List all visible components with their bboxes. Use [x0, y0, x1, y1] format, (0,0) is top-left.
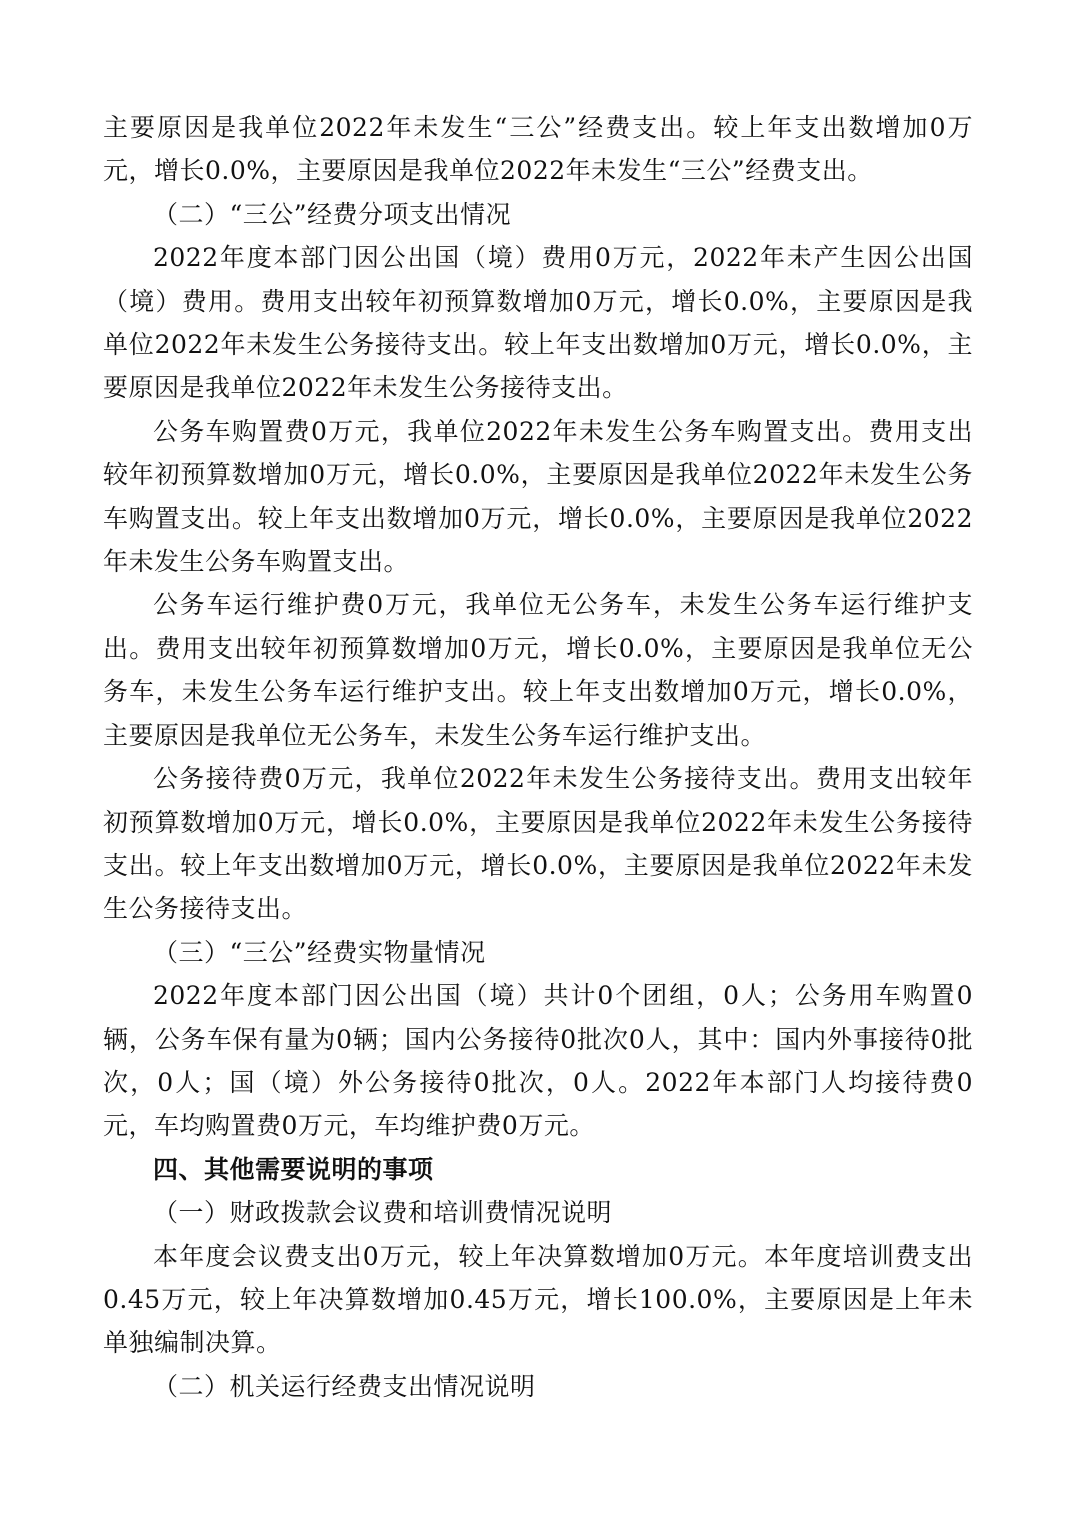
subheading-sanggong-physical: （三）“三公”经费实物量情况 [153, 937, 486, 967]
paragraph-vehicle-purchase: 公务车购置费0万元，我单位2022年未发生公务车购置支出。费用支出较年初预算数增加0万元，增长0.0%，主要原因是我单位2022年未发生公务车购置支出。较上年支出数增加0万元，增长0.0%，主要原因是我单位2022年未发生公务车购置支出。 [103, 416, 973, 577]
subheading-sanggong-breakdown: （二）“三公”经费分项支出情况 [153, 199, 512, 229]
paragraph-overseas-travel: 2022年度本部门因公出国（境）费用0万元，2022年未产生因公出国（境）费用。费用支出较年初预算数增加0万元，增长0.0%，主要原因是我单位2022年未发生公务接待支出。较上年支出数增加0万元，增长0.0%，主要原因是我单位2022年未发生公务接待支出。 [103, 243, 973, 403]
paragraph-reception-expense: 公务接待费0万元，我单位2022年未发生公务接待支出。费用支出较年初预算数增加0万元，增长0.0%，主要原因是我单位2022年未发生公务接待支出。较上年支出数增加0万元，增长0.0%，主要原因是我单位2022年未发生公务接待支出。 [103, 764, 973, 924]
subheading-meeting-training: （一）财政拨款会议费和培训费情况说明 [153, 1198, 613, 1228]
paragraph-meeting-training: 本年度会议费支出0万元，较上年决算数增加0万元。本年度培训费支出0.45万元，较上年决算数增加0.45万元，增长100.0%，主要原因是上年未单独编制决算。 [103, 1241, 973, 1358]
paragraph-sanggong-total-continued: 主要原因是我单位2022年未发生“三公”经费支出。较上年支出数增加0万元，增长0.0%，主要原因是我单位2022年未发生“三公”经费支出。 [103, 113, 973, 186]
paragraph-vehicle-maintenance: 公务车运行维护费0万元，我单位无公务车，未发生公务车运行维护支出。费用支出较年初预算数增加0万元，增长0.0%，主要原因是我单位无公务车，未发生公务车运行维护支出。较上年支出数增加0万元，增长0.0%，主要原因是我单位无公务车，未发生公务车运行维护支出。 [103, 590, 973, 750]
section-heading-other-matters: 四、其他需要说明的事项 [153, 1154, 434, 1184]
document-body [103, 106, 973, 1408]
paragraph-physical-quantities: 2022年度本部门因公出国（境）共计0个团组，0人；公务用车购置0辆，公务车保有量为0辆；国内公务接待0批次0人，其中：国内外事接待0批次，0人；国（境）外公务接待0批次，0人。2022年本部门人均接待费0元，车均购置费0万元，车均维护费0万元。 [103, 981, 973, 1141]
subheading-operating-expenses: （二）机关运行经费支出情况说明 [153, 1371, 536, 1401]
